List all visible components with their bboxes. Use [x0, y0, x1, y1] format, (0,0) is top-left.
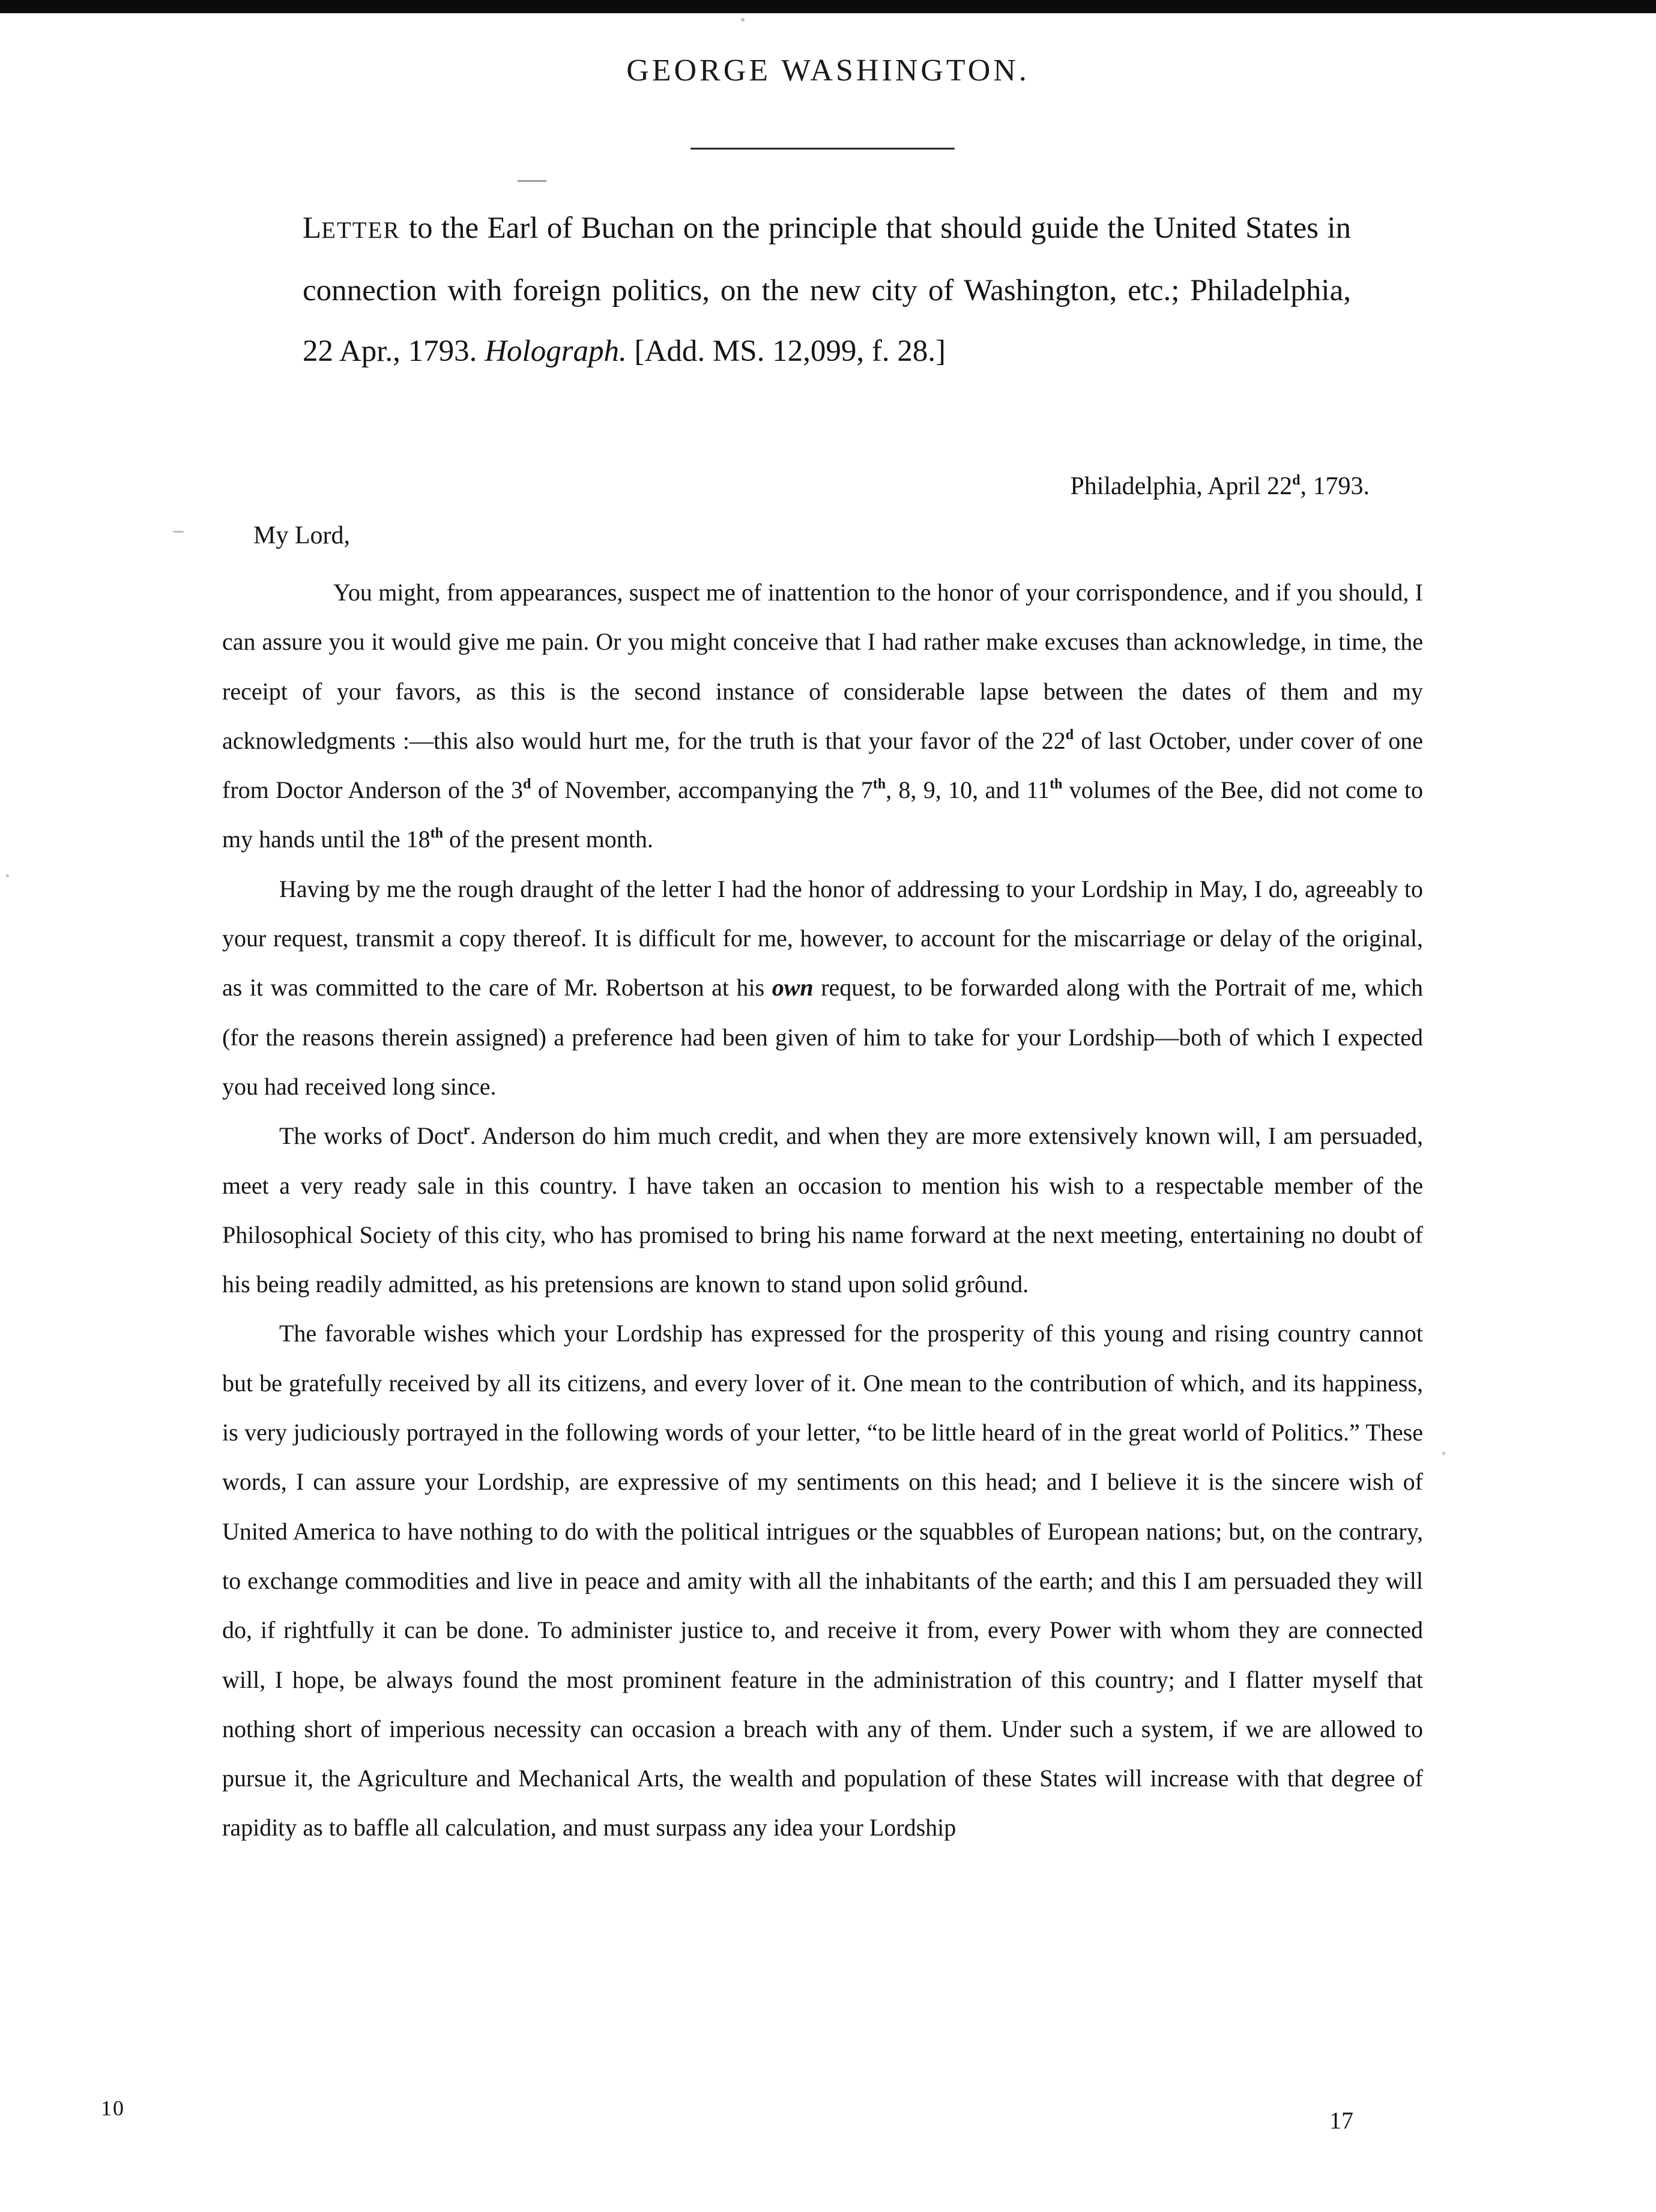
catalog-label-rest: ETTER	[321, 217, 400, 243]
paragraph-4: The favorable wishes which your Lordship has expressed for the prosperity of this young and rising country cannot but be gratefully received by all its citizens, and every lover of it. One mean to the contribution of which, and its happiness, is very judiciously portrayed in the following words of your letter, “to be little heard of in the great world of Politics.” These words, I can assure your Lordship, are expressive of my sentiments on this head; and I believe it is the sincere wish of United America to have nothing to do with the political intrigues or the squabbles of European nations; but, on the contrary, to exchange commodities and live in peace and amity with all the inhabitants of the earth; and this I am persuaded they will do, if rightfully it can be done. To administer justice to, and receive it from, every Power with whom they are connected will, I hope, be always found the most prominent feature in the administration of this country; and I flatter myself that nothing short of imperious necessity can occasion a breach with any of them. Under such a system, if we are allowed to pursue it, the Agriculture and Mechanical Arts, the wealth and population of these States will increase with that degree of rapidity as to baffle all calculation, and must surpass any idea your Lordship	[222, 1320, 1423, 1842]
scan-mark	[518, 180, 546, 182]
letter-body	[222, 568, 1423, 1853]
scan-speck	[741, 18, 745, 22]
catalog-entry	[303, 198, 1351, 382]
page-title: GEORGE WASHINGTON.	[626, 53, 1030, 88]
catalog-holograph: Holograph.	[485, 334, 627, 368]
catalog-reference: [Add. MS. 12,099, f. 28.]	[626, 334, 946, 368]
paragraph-2: Having by me the rough draught of the letter I had the honor of addressing to your Lordship in May, I do, agreeably to your request, transmit a copy thereof. It is difficult for me, however, to account for the miscarriage or delay of the original, as it was committed to the care of Mr. Robertson at his own request, to be forwarded along with the Portrait of me, which (for the reasons therein assigned) a preference had been given of him to take for your Lordship—both of which I expected you had received long since.	[222, 875, 1424, 1100]
page-number-right: 17	[1329, 2107, 1353, 2134]
scan-speck	[1442, 1452, 1445, 1455]
paragraph-1: You might, from appearances, suspect me of inattention to the honor of your corrispondence, and if you should, I can assure you it would give me pain. Or you might conceive that I had rather make excuses than acknowledge, in time, the receipt of your favors, as this is the second instance of considerable lapse between the dates of them and my acknowledgments :—this also would hurt me, for the truth is that your favor of the 22$^d$ of last October, under cover of one from Doctor Anderson of the 3$^d$ of November, accompanying the 7th, 8, 9, 10, and 11th volumes of the Bee, did not come to my hands until the 18th of the present month.	[222, 579, 1423, 853]
page-number-left: 10	[101, 2096, 125, 2120]
scan-top-border	[0, 0, 1656, 13]
letter-dateline: Philadelphia, April 22$^d$, 1793.	[1070, 473, 1370, 500]
catalog-description: to the Earl of Buchan on the principle that should guide the United States in connection with foreign politics, on the new city of Washington, etc.; Philadelphia, 22 Apr., 1793.	[303, 211, 1351, 368]
letter-salutation: My Lord,	[253, 522, 350, 549]
paragraph-3: The works of Doct$^r$. Anderson do him much credit, and when they are more extensively known will, I am persuaded, meet a very ready sale in this country. I have taken an occasion to mention his wish to a respectable member of the Philosophical Society of this city, who has promised to bring his name forward at the next meeting, entertaining no doubt of his being readily admitted, as his pretensions are known to stand upon solid grôund.	[222, 1122, 1423, 1298]
scan-speck	[173, 531, 184, 533]
scan-speck	[6, 874, 9, 877]
catalog-label-initial: L	[303, 211, 322, 245]
title-divider	[691, 148, 955, 150]
